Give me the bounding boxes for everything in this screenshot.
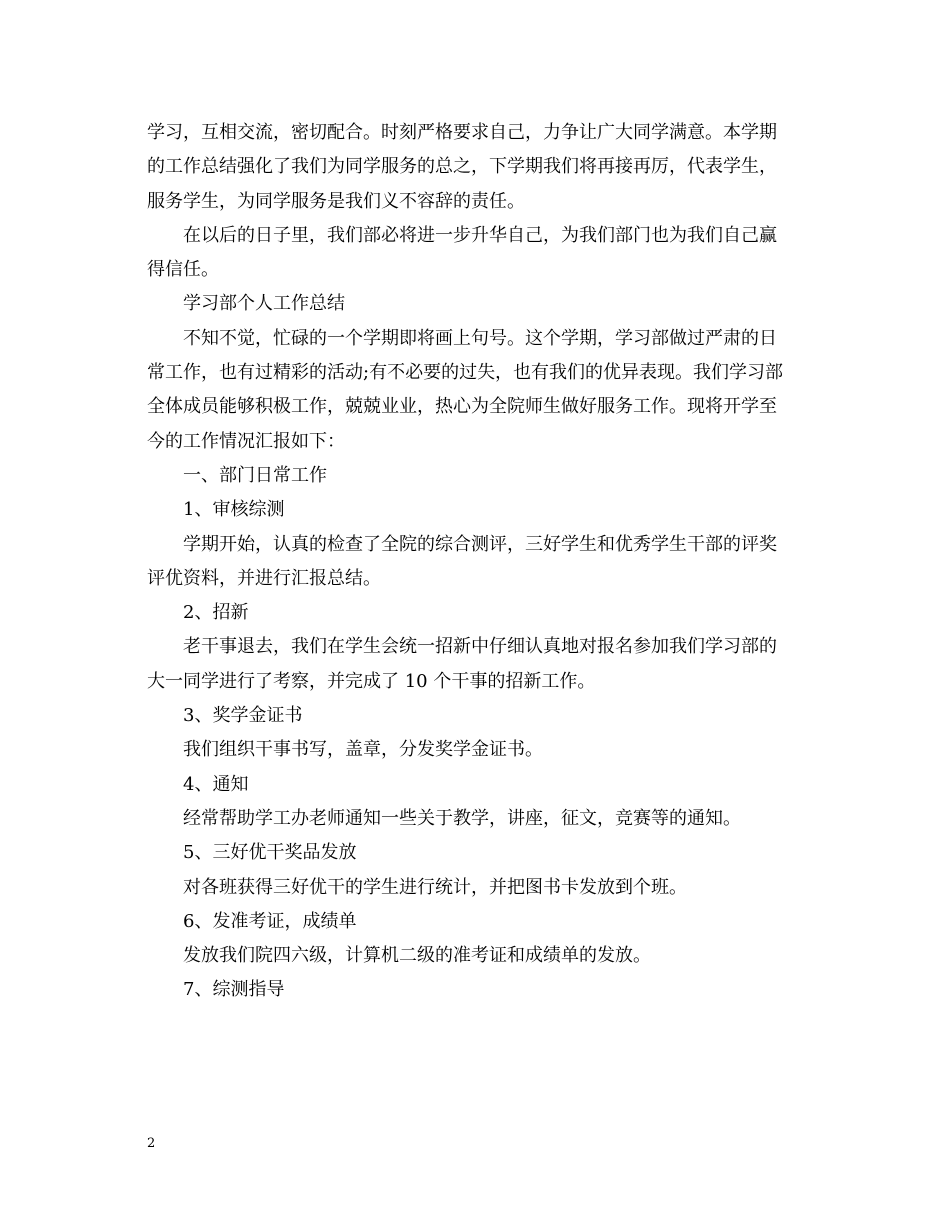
text-line: 发放我们院四六级，计算机二级的准考证和成绩单的发放。 [183, 945, 651, 967]
text-line: 一、部门日常工作 [183, 464, 327, 486]
text-line: 今的工作情况汇报如下： [147, 430, 345, 452]
text-line: 服务学生，为同学服务是我们义不容辞的责任。 [147, 190, 525, 212]
text-line: 学习部个人工作总结 [183, 293, 345, 315]
text-line: 7、综测指导 [183, 979, 285, 1001]
text-line: 2、招新 [183, 602, 249, 624]
text-line: 6、发准考证，成绩单 [183, 910, 357, 932]
text-line: 大一同学进行了考察，并完成了 10 个干事的招新工作。 [147, 670, 596, 692]
text-line: 老干事退去，我们在学生会统一招新中仔细认真地对报名参加我们学习部的 [183, 636, 777, 658]
text-line: 在以后的日子里，我们部必将进一步升华自己，为我们部门也为我们自己赢 [183, 224, 777, 246]
text-line: 学期开始，认真的检查了全院的综合测评，三好学生和优秀学生干部的评奖 [183, 533, 777, 555]
text-line: 全体成员能够积极工作，兢兢业业，热心为全院师生做好服务工作。现将开学至 [147, 396, 777, 418]
text-line: 评优资料，并进行汇报总结。 [147, 567, 381, 589]
text-line: 4、通知 [183, 773, 249, 795]
document-body [147, 116, 807, 1008]
text-line: 学习，互相交流，密切配合。时刻严格要求自己，力争让广大同学满意。本学期 [147, 122, 777, 143]
text-line: 3、奖学金证书 [183, 705, 303, 727]
text-line: 得信任。 [147, 259, 219, 281]
text-line: 经常帮助学工办老师通知一些关于教学，讲座，征文，竞赛等的通知。 [183, 807, 741, 829]
text-line: 不知不觉，忙碌的一个学期即将画上句号。这个学期，学习部做过严肃的日 [183, 327, 777, 349]
text-line: 我们组织干事书写，盖章，分发奖学金证书。 [183, 739, 543, 761]
text-line: 的工作总结强化了我们为同学服务的总之，下学期我们将再接再厉，代表学生， [147, 156, 777, 178]
text-line: 1、审核综测 [183, 499, 285, 521]
page-number: 2 [147, 1136, 156, 1151]
text-line: 5、三好优干奖品发放 [183, 842, 357, 864]
text-line: 对各班获得三好优干的学生进行统计，并把图书卡发放到个班。 [183, 876, 687, 898]
text-line: 常工作，也有过精彩的活动;有不必要的过失，也有我们的优异表现。我们学习部 [147, 362, 784, 384]
